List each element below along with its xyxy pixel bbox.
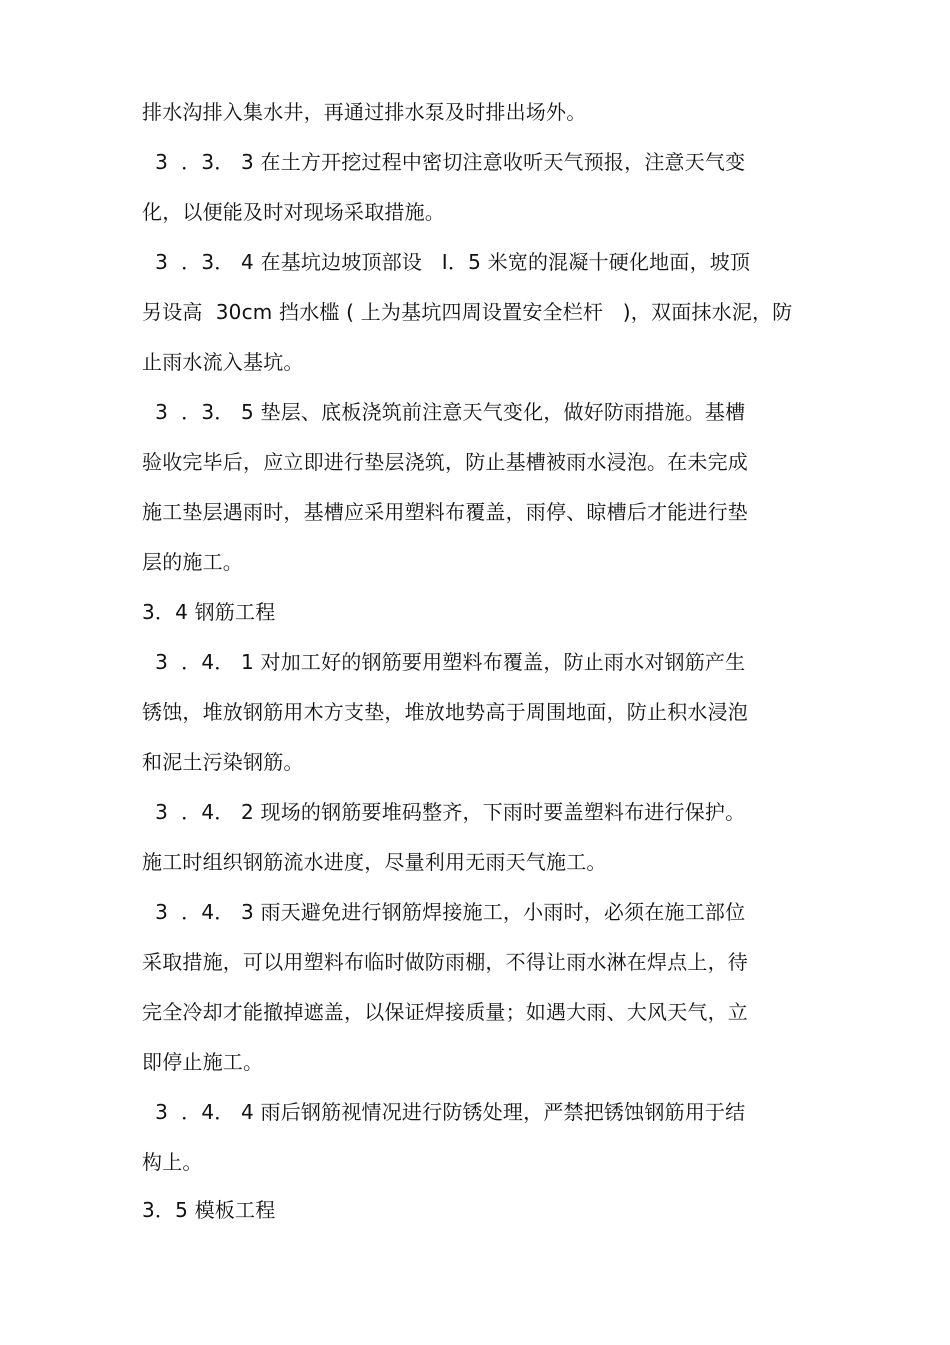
text-line: 锈蚀，堆放钢筋用木方支垫，堆放地势高于周围地面，防止积水浸泡	[142, 700, 748, 724]
text-line: 施工垫层遇雨时，基槽应采用塑料布覆盖，雨停、晾槽后才能进行垫	[142, 500, 748, 524]
text-line: 3 ．4． 4 雨后钢筋视情况进行防锈处理，严禁把锈蚀钢筋用于结	[142, 1100, 746, 1124]
text-line: 止雨水流入基坑。	[142, 350, 304, 374]
text-line: 构上。	[142, 1150, 203, 1174]
text-line: 3 ．4． 3 雨天避免进行钢筋焊接施工，小雨时，必须在施工部位	[142, 900, 746, 924]
text-line: 3 ．4． 1 对加工好的钢筋要用塑料布覆盖，防止雨水对钢筋产生	[142, 650, 746, 674]
text-line: 3 ．4． 2 现场的钢筋要堆码整齐，下雨时要盖塑料布进行保护。	[142, 800, 746, 824]
text-line: 即停止施工。	[142, 1050, 264, 1074]
text-line: 层的施工。	[142, 550, 243, 574]
text-line: 排水沟排入集水井，再通过排水泵及时排出场外。	[142, 100, 587, 124]
text-line: 3 ．3． 3 在土方开挖过程中密切注意收听天气预报，注意天气变	[142, 150, 746, 174]
text-line: 3 ．3． 4 在基坑边坡顶部设 I．5 米宽的混凝十硬化地面，坡顶	[142, 250, 751, 274]
text-line: 3 ．3． 5 垫层、底板浇筑前注意天气变化，做好防雨措施。基槽	[142, 400, 746, 424]
text-line: 化，以便能及时对现场采取措施。	[142, 200, 445, 224]
text-line: 采取措施，可以用塑料布临时做防雨棚，不得让雨水淋在焊点上，待	[142, 950, 748, 974]
text-line: 另设高 30cm 挡水槛 ( 上为基坑四周设置安全栏杆 )，双面抹水泥，防	[142, 300, 793, 324]
text-line: 验收完毕后，应立即进行垫层浇筑，防止基槽被雨水浸泡。在未完成	[142, 450, 748, 474]
text-line: 和泥土污染钢筋。	[142, 750, 304, 774]
text-line: 完全冷却才能撤掉遮盖，以保证焊接质量；如遇大雨、大风天气，立	[142, 1000, 748, 1024]
text-line: 施工时组织钢筋流水进度，尽量利用无雨天气施工。	[142, 850, 607, 874]
section-heading: 3．4 钢筋工程	[142, 600, 276, 624]
section-heading: 3．5 模板工程	[142, 1198, 276, 1222]
